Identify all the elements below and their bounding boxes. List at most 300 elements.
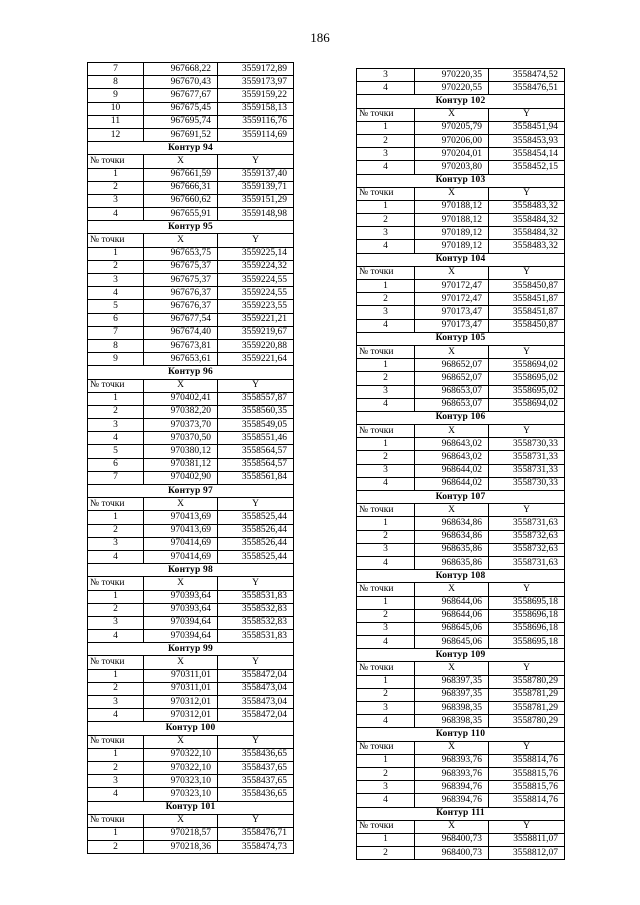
y-coordinate: 3559224,55 xyxy=(218,287,294,300)
table-row xyxy=(88,788,294,801)
column-header-point: № точки xyxy=(88,498,144,511)
y-coordinate: 3558484,32 xyxy=(489,227,565,240)
point-number: 1 xyxy=(357,517,415,530)
y-coordinate: 3558814,76 xyxy=(489,754,565,767)
contour-title-row xyxy=(88,801,294,814)
point-number: 1 xyxy=(88,247,144,260)
y-coordinate: 3558526,44 xyxy=(218,537,294,550)
table-row xyxy=(88,260,294,273)
table-header-row xyxy=(88,379,294,392)
table-row xyxy=(88,748,294,761)
y-coordinate: 3558730,33 xyxy=(489,438,565,451)
point-number: 5 xyxy=(88,445,144,458)
column-header-point: № точки xyxy=(88,234,144,247)
x-coordinate: 970203,80 xyxy=(415,161,489,174)
y-coordinate: 3558474,73 xyxy=(218,841,294,854)
contour-title-row xyxy=(88,366,294,379)
x-coordinate: 970220,35 xyxy=(415,69,489,82)
table-row xyxy=(357,82,565,95)
point-number: 7 xyxy=(88,63,144,76)
table-row xyxy=(357,517,565,530)
coordinates-table-right xyxy=(356,68,565,860)
x-coordinate: 967673,81 xyxy=(144,339,218,352)
x-coordinate: 970380,12 xyxy=(144,445,218,458)
y-coordinate: 3558695,18 xyxy=(489,596,565,609)
x-coordinate: 970322,10 xyxy=(144,761,218,774)
point-number: 4 xyxy=(88,432,144,445)
point-number: 9 xyxy=(88,353,144,366)
column-header-x: X xyxy=(415,108,489,121)
x-coordinate: 968635,86 xyxy=(415,556,489,569)
column-header-point: № точки xyxy=(357,662,415,675)
point-number: 1 xyxy=(357,280,415,293)
table-row xyxy=(88,419,294,432)
contour-title-row xyxy=(357,253,565,266)
table-row xyxy=(88,102,294,115)
table-row xyxy=(357,214,565,227)
y-coordinate: 3559220,88 xyxy=(218,339,294,352)
table-header-row xyxy=(88,656,294,669)
y-coordinate: 3559158,13 xyxy=(218,102,294,115)
column-header-point: № точки xyxy=(88,577,144,590)
contour-title-row xyxy=(88,564,294,577)
y-coordinate: 3558476,71 xyxy=(218,827,294,840)
point-number: 3 xyxy=(88,775,144,788)
x-coordinate: 967668,22 xyxy=(144,63,218,76)
y-coordinate: 3558472,04 xyxy=(218,669,294,682)
point-number: 3 xyxy=(357,781,415,794)
x-coordinate: 970370,50 xyxy=(144,432,218,445)
y-coordinate: 3558474,52 xyxy=(489,69,565,82)
table-row xyxy=(357,438,565,451)
point-number: 1 xyxy=(88,669,144,682)
point-number: 2 xyxy=(357,451,415,464)
contour-title: Контур 95 xyxy=(88,221,294,234)
table-row xyxy=(88,827,294,840)
table-header-row xyxy=(357,504,565,517)
contour-title: Контур 104 xyxy=(357,253,565,266)
x-coordinate: 968644,02 xyxy=(415,477,489,490)
point-number: 5 xyxy=(88,300,144,313)
column-header-y: Y xyxy=(218,234,294,247)
column-header-point: № точки xyxy=(357,266,415,279)
point-number: 2 xyxy=(357,767,415,780)
x-coordinate: 968652,07 xyxy=(415,359,489,372)
contour-title: Контур 101 xyxy=(88,801,294,814)
column-header-x: X xyxy=(415,345,489,358)
y-coordinate: 3559223,55 xyxy=(218,300,294,313)
contour-title: Контур 103 xyxy=(357,174,565,187)
point-number: 2 xyxy=(357,214,415,227)
point-number: 2 xyxy=(88,603,144,616)
y-coordinate: 3559159,22 xyxy=(218,89,294,102)
y-coordinate: 3559137,40 xyxy=(218,168,294,181)
table-row xyxy=(357,556,565,569)
column-header-x: X xyxy=(415,662,489,675)
x-coordinate: 968645,06 xyxy=(415,636,489,649)
page-number: 186 xyxy=(310,30,330,45)
y-coordinate: 3558476,51 xyxy=(489,82,565,95)
point-number: 3 xyxy=(357,69,415,82)
y-coordinate: 3558557,87 xyxy=(218,392,294,405)
y-coordinate: 3559219,67 xyxy=(218,326,294,339)
y-coordinate: 3558525,44 xyxy=(218,511,294,524)
contour-title-row xyxy=(88,142,294,155)
x-coordinate: 968394,76 xyxy=(415,794,489,807)
x-coordinate: 970189,12 xyxy=(415,227,489,240)
x-coordinate: 968400,73 xyxy=(415,847,489,860)
y-coordinate: 3558695,02 xyxy=(489,372,565,385)
point-number: 2 xyxy=(88,405,144,418)
x-coordinate: 970206,00 xyxy=(415,134,489,147)
table-header-row xyxy=(88,735,294,748)
point-number: 4 xyxy=(357,319,415,332)
x-coordinate: 970323,10 xyxy=(144,775,218,788)
point-number: 4 xyxy=(88,630,144,643)
column-header-y: Y xyxy=(218,814,294,827)
y-coordinate: 3558815,76 xyxy=(489,781,565,794)
y-coordinate: 3559221,64 xyxy=(218,353,294,366)
y-coordinate: 3558815,76 xyxy=(489,767,565,780)
point-number: 1 xyxy=(357,121,415,134)
table-header-row xyxy=(88,498,294,511)
x-coordinate: 967691,52 xyxy=(144,128,218,141)
point-number: 3 xyxy=(88,616,144,629)
contour-title: Контур 97 xyxy=(88,485,294,498)
point-number: 3 xyxy=(357,543,415,556)
table-row xyxy=(88,761,294,774)
table-row xyxy=(88,458,294,471)
point-number: 3 xyxy=(88,419,144,432)
y-coordinate: 3558732,63 xyxy=(489,530,565,543)
contour-title: Контур 102 xyxy=(357,95,565,108)
contour-title-row xyxy=(357,174,565,187)
x-coordinate: 968653,07 xyxy=(415,385,489,398)
contour-title-row xyxy=(88,643,294,656)
y-coordinate: 3558696,18 xyxy=(489,609,565,622)
table-row xyxy=(88,353,294,366)
y-coordinate: 3558561,84 xyxy=(218,471,294,484)
point-number: 4 xyxy=(357,240,415,253)
table-row xyxy=(88,300,294,313)
y-coordinate: 3559151,29 xyxy=(218,194,294,207)
y-coordinate: 3558436,65 xyxy=(218,788,294,801)
table-header-row xyxy=(88,814,294,827)
point-number: 2 xyxy=(357,293,415,306)
x-coordinate: 968634,86 xyxy=(415,530,489,543)
point-number: 11 xyxy=(88,115,144,128)
point-number: 2 xyxy=(88,524,144,537)
y-coordinate: 3558451,94 xyxy=(489,121,565,134)
contour-title-row xyxy=(357,491,565,504)
y-coordinate: 3558531,83 xyxy=(218,590,294,603)
y-coordinate: 3558526,44 xyxy=(218,524,294,537)
y-coordinate: 3558731,33 xyxy=(489,464,565,477)
y-coordinate: 3558731,33 xyxy=(489,451,565,464)
table-row xyxy=(357,398,565,411)
table-row xyxy=(357,530,565,543)
table-row xyxy=(88,841,294,854)
y-coordinate: 3558437,65 xyxy=(218,775,294,788)
point-number: 2 xyxy=(88,181,144,194)
point-number: 4 xyxy=(88,550,144,563)
point-number: 4 xyxy=(357,82,415,95)
column-header-y: Y xyxy=(489,266,565,279)
table-row xyxy=(357,543,565,556)
y-coordinate: 3559173,97 xyxy=(218,76,294,89)
point-number: 1 xyxy=(88,748,144,761)
column-header-x: X xyxy=(415,583,489,596)
contour-title: Контур 100 xyxy=(88,722,294,735)
point-number: 3 xyxy=(357,622,415,635)
column-header-point: № точки xyxy=(357,108,415,121)
table-row xyxy=(357,767,565,780)
column-header-point: № точки xyxy=(357,504,415,517)
table-header-row xyxy=(88,577,294,590)
column-header-point: № точки xyxy=(357,187,415,200)
table-row xyxy=(357,385,565,398)
table-row xyxy=(357,847,565,860)
y-coordinate: 3559225,14 xyxy=(218,247,294,260)
point-number: 8 xyxy=(88,76,144,89)
x-coordinate: 967660,62 xyxy=(144,194,218,207)
x-coordinate: 967653,75 xyxy=(144,247,218,260)
point-number: 4 xyxy=(357,398,415,411)
point-number: 3 xyxy=(88,696,144,709)
column-header-x: X xyxy=(144,814,218,827)
column-header-x: X xyxy=(415,504,489,517)
column-header-y: Y xyxy=(489,504,565,517)
column-header-x: X xyxy=(144,379,218,392)
x-coordinate: 970373,70 xyxy=(144,419,218,432)
x-coordinate: 970173,47 xyxy=(415,306,489,319)
column-header-y: Y xyxy=(489,583,565,596)
point-number: 4 xyxy=(357,477,415,490)
point-number: 4 xyxy=(88,788,144,801)
column-header-point: № точки xyxy=(88,155,144,168)
x-coordinate: 968398,35 xyxy=(415,702,489,715)
y-coordinate: 3559116,76 xyxy=(218,115,294,128)
column-header-point: № точки xyxy=(88,814,144,827)
point-number: 10 xyxy=(88,102,144,115)
point-number: 3 xyxy=(357,385,415,398)
table-row xyxy=(357,702,565,715)
column-header-y: Y xyxy=(489,741,565,754)
contour-title-row xyxy=(357,649,565,662)
x-coordinate: 967675,45 xyxy=(144,102,218,115)
x-coordinate: 970204,01 xyxy=(415,148,489,161)
contour-title: Контур 105 xyxy=(357,332,565,345)
x-coordinate: 968397,35 xyxy=(415,688,489,701)
x-coordinate: 970393,64 xyxy=(144,590,218,603)
column-header-point: № точки xyxy=(88,379,144,392)
table-row xyxy=(88,511,294,524)
table-row xyxy=(88,63,294,76)
y-coordinate: 3558780,29 xyxy=(489,715,565,728)
table-row xyxy=(88,524,294,537)
point-number: 2 xyxy=(357,847,415,860)
point-number: 1 xyxy=(357,596,415,609)
x-coordinate: 970323,10 xyxy=(144,788,218,801)
point-number: 7 xyxy=(88,326,144,339)
point-number: 2 xyxy=(357,530,415,543)
x-coordinate: 970312,01 xyxy=(144,696,218,709)
table-row xyxy=(88,115,294,128)
x-coordinate: 970322,10 xyxy=(144,748,218,761)
table-row xyxy=(357,280,565,293)
contour-title-row xyxy=(88,221,294,234)
point-number: 1 xyxy=(357,359,415,372)
x-coordinate: 967674,40 xyxy=(144,326,218,339)
x-coordinate: 968652,07 xyxy=(415,372,489,385)
table-row xyxy=(357,240,565,253)
table-row xyxy=(357,609,565,622)
contour-title-row xyxy=(357,807,565,820)
table-header-row xyxy=(357,266,565,279)
point-number: 3 xyxy=(357,464,415,477)
column-header-y: Y xyxy=(218,735,294,748)
contour-title: Контур 107 xyxy=(357,491,565,504)
table-header-row xyxy=(357,583,565,596)
y-coordinate: 3558532,83 xyxy=(218,603,294,616)
x-coordinate: 970414,69 xyxy=(144,537,218,550)
table-row xyxy=(357,754,565,767)
x-coordinate: 968397,35 xyxy=(415,675,489,688)
x-coordinate: 967653,61 xyxy=(144,353,218,366)
y-coordinate: 3558549,05 xyxy=(218,419,294,432)
column-header-y: Y xyxy=(489,345,565,358)
point-number: 6 xyxy=(88,313,144,326)
table-row xyxy=(88,405,294,418)
table-row xyxy=(357,69,565,82)
y-coordinate: 3558483,32 xyxy=(489,240,565,253)
y-coordinate: 3558472,04 xyxy=(218,709,294,722)
column-header-x: X xyxy=(144,234,218,247)
contour-title-row xyxy=(357,570,565,583)
x-coordinate: 970402,41 xyxy=(144,392,218,405)
table-header-row xyxy=(357,741,565,754)
column-header-y: Y xyxy=(489,187,565,200)
table-row xyxy=(357,596,565,609)
y-coordinate: 3559221,21 xyxy=(218,313,294,326)
y-coordinate: 3558551,46 xyxy=(218,432,294,445)
y-coordinate: 3558531,83 xyxy=(218,630,294,643)
x-coordinate: 967695,74 xyxy=(144,115,218,128)
x-coordinate: 970394,64 xyxy=(144,616,218,629)
point-number: 1 xyxy=(357,833,415,846)
column-header-x: X xyxy=(415,425,489,438)
table-row xyxy=(357,372,565,385)
point-number: 4 xyxy=(357,556,415,569)
coordinates-table-left xyxy=(87,62,294,854)
table-row xyxy=(357,306,565,319)
table-row xyxy=(88,630,294,643)
column-header-x: X xyxy=(415,820,489,833)
contour-title: Контур 98 xyxy=(88,564,294,577)
x-coordinate: 967677,54 xyxy=(144,313,218,326)
point-number: 4 xyxy=(88,287,144,300)
x-coordinate: 968400,73 xyxy=(415,833,489,846)
point-number: 12 xyxy=(88,128,144,141)
x-coordinate: 968644,06 xyxy=(415,596,489,609)
table-row xyxy=(88,128,294,141)
column-header-y: Y xyxy=(218,379,294,392)
y-coordinate: 3558781,29 xyxy=(489,688,565,701)
x-coordinate: 968643,02 xyxy=(415,451,489,464)
x-coordinate: 970218,36 xyxy=(144,841,218,854)
table-row xyxy=(88,194,294,207)
point-number: 6 xyxy=(88,458,144,471)
y-coordinate: 3558454,14 xyxy=(489,148,565,161)
table-row xyxy=(357,477,565,490)
contour-title-row xyxy=(88,722,294,735)
x-coordinate: 967676,37 xyxy=(144,300,218,313)
y-coordinate: 3559148,98 xyxy=(218,208,294,221)
y-coordinate: 3558696,18 xyxy=(489,622,565,635)
x-coordinate: 970172,47 xyxy=(415,280,489,293)
column-header-point: № точки xyxy=(357,741,415,754)
table-row xyxy=(88,274,294,287)
table-row xyxy=(357,148,565,161)
table-row xyxy=(88,89,294,102)
x-coordinate: 970218,57 xyxy=(144,827,218,840)
table-row xyxy=(357,636,565,649)
y-coordinate: 3558450,87 xyxy=(489,319,565,332)
y-coordinate: 3558694,02 xyxy=(489,398,565,411)
contour-title-row xyxy=(357,332,565,345)
point-number: 1 xyxy=(88,511,144,524)
x-coordinate: 970189,12 xyxy=(415,240,489,253)
y-coordinate: 3558473,04 xyxy=(218,696,294,709)
contour-title-row xyxy=(88,485,294,498)
y-coordinate: 3559139,71 xyxy=(218,181,294,194)
contour-title: Контур 111 xyxy=(357,807,565,820)
x-coordinate: 968653,07 xyxy=(415,398,489,411)
column-header-y: Y xyxy=(489,662,565,675)
table-header-row xyxy=(88,155,294,168)
x-coordinate: 970311,01 xyxy=(144,669,218,682)
point-number: 8 xyxy=(88,339,144,352)
table-row xyxy=(88,550,294,563)
table-row xyxy=(88,432,294,445)
y-coordinate: 3558731,63 xyxy=(489,517,565,530)
y-coordinate: 3558525,44 xyxy=(218,550,294,563)
point-number: 2 xyxy=(357,609,415,622)
column-header-y: Y xyxy=(489,108,565,121)
table-row xyxy=(88,590,294,603)
table-row xyxy=(88,603,294,616)
table-row xyxy=(88,339,294,352)
x-coordinate: 967675,37 xyxy=(144,260,218,273)
point-number: 3 xyxy=(357,148,415,161)
x-coordinate: 968645,06 xyxy=(415,622,489,635)
table-row xyxy=(88,775,294,788)
y-coordinate: 3558453,93 xyxy=(489,134,565,147)
point-number: 3 xyxy=(88,194,144,207)
column-header-y: Y xyxy=(218,498,294,511)
table-row xyxy=(88,76,294,89)
point-number: 7 xyxy=(88,471,144,484)
y-coordinate: 3558564,57 xyxy=(218,445,294,458)
table-row xyxy=(357,451,565,464)
point-number: 1 xyxy=(357,675,415,688)
point-number: 3 xyxy=(357,227,415,240)
column-header-y: Y xyxy=(218,656,294,669)
table-row xyxy=(88,669,294,682)
x-coordinate: 967676,37 xyxy=(144,287,218,300)
y-coordinate: 3558484,32 xyxy=(489,214,565,227)
column-header-y: Y xyxy=(218,155,294,168)
